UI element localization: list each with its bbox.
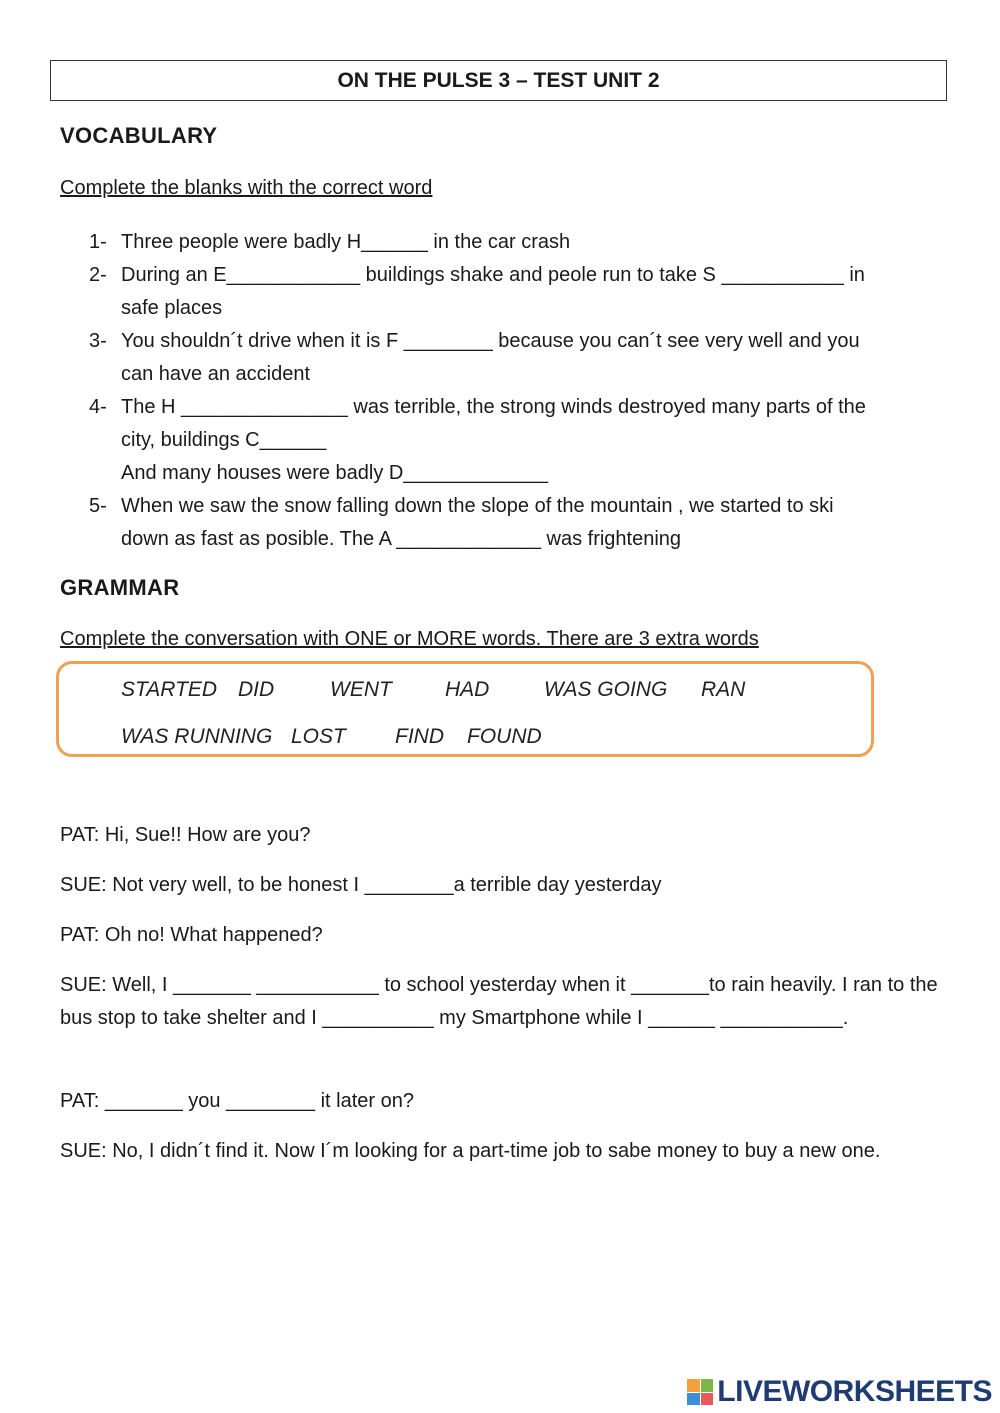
item-text: When we saw the snow falling down the slope of the mountain , we started to ski xyxy=(121,495,834,517)
word-bank-item: WAS GOING xyxy=(544,678,668,701)
word-bank-item: WENT xyxy=(330,678,392,701)
word-bank-item: RAN xyxy=(701,678,746,701)
item-text: city, buildings C______ xyxy=(121,429,327,451)
item-number: 4- xyxy=(89,396,107,418)
dialogue-line: SUE: Well, I _______ ___________ to school yesterday when it _______to rain heavily. I ran to the bus stop to take shelter and I __________ my Smartphone while I ______ ___________. xyxy=(60,974,938,1029)
item-number: 3- xyxy=(89,330,107,352)
item-number: 1- xyxy=(89,231,107,253)
item-number: 5- xyxy=(89,495,107,517)
list-item xyxy=(89,325,939,391)
list-item xyxy=(89,226,939,259)
grammar-heading: GRAMMAR xyxy=(60,575,180,600)
word-bank-item: FIND xyxy=(395,725,444,748)
word-bank-item: STARTED xyxy=(121,678,218,701)
item-text: And many houses were badly D_____________ xyxy=(121,462,548,484)
list-item xyxy=(89,391,939,490)
item-text: Three people were badly H______ in the car crash xyxy=(121,231,571,253)
word-bank-item: HAD xyxy=(445,678,490,701)
word-bank xyxy=(56,661,874,757)
watermark-text: LIVEWORKSHEETS xyxy=(717,1375,992,1408)
liveworksheets-logo-icon xyxy=(687,1379,713,1405)
dialogue-line: SUE: No, I didn´t find it. Now I´m looking for a part-time job to sabe money to buy a new one. xyxy=(60,1140,881,1162)
grammar-instruction: Complete the conversation with ONE or MORE words. There are 3 extra words xyxy=(60,628,759,650)
word-bank-item: DID xyxy=(238,678,275,701)
word-bank-item: FOUND xyxy=(467,725,542,748)
item-text: safe places xyxy=(121,297,223,319)
word-bank-item: WAS RUNNING xyxy=(121,725,273,748)
item-text: down as fast as posible. The A _____________ was frightening xyxy=(121,528,682,550)
dialogue-line: SUE: Not very well, to be honest I ________a terrible day yesterday xyxy=(60,874,662,896)
list-item xyxy=(89,490,939,556)
list-item xyxy=(89,259,939,325)
vocabulary-list xyxy=(89,226,939,556)
dialogue-line: PAT: Hi, Sue!! How are you? xyxy=(60,824,311,846)
item-text: During an E____________ buildings shake and peole run to take S ___________ in xyxy=(121,264,865,286)
word-bank-item: LOST xyxy=(291,725,346,748)
dialogue-line: PAT: Oh no! What happened? xyxy=(60,924,323,946)
vocabulary-heading: VOCABULARY xyxy=(60,123,218,148)
vocabulary-instruction: Complete the blanks with the correct word xyxy=(60,177,433,199)
item-number: 2- xyxy=(89,264,107,286)
item-text: The H _______________ was terrible, the strong winds destroyed many parts of the xyxy=(121,396,866,418)
item-text: You shouldn´t drive when it is F ________ because you can´t see very well and you xyxy=(121,330,860,352)
item-text: can have an accident xyxy=(121,363,311,385)
watermark xyxy=(687,1375,992,1409)
dialogue-line: PAT: _______ you ________ it later on? xyxy=(60,1090,414,1112)
page-title: ON THE PULSE 3 – TEST UNIT 2 xyxy=(50,60,947,101)
